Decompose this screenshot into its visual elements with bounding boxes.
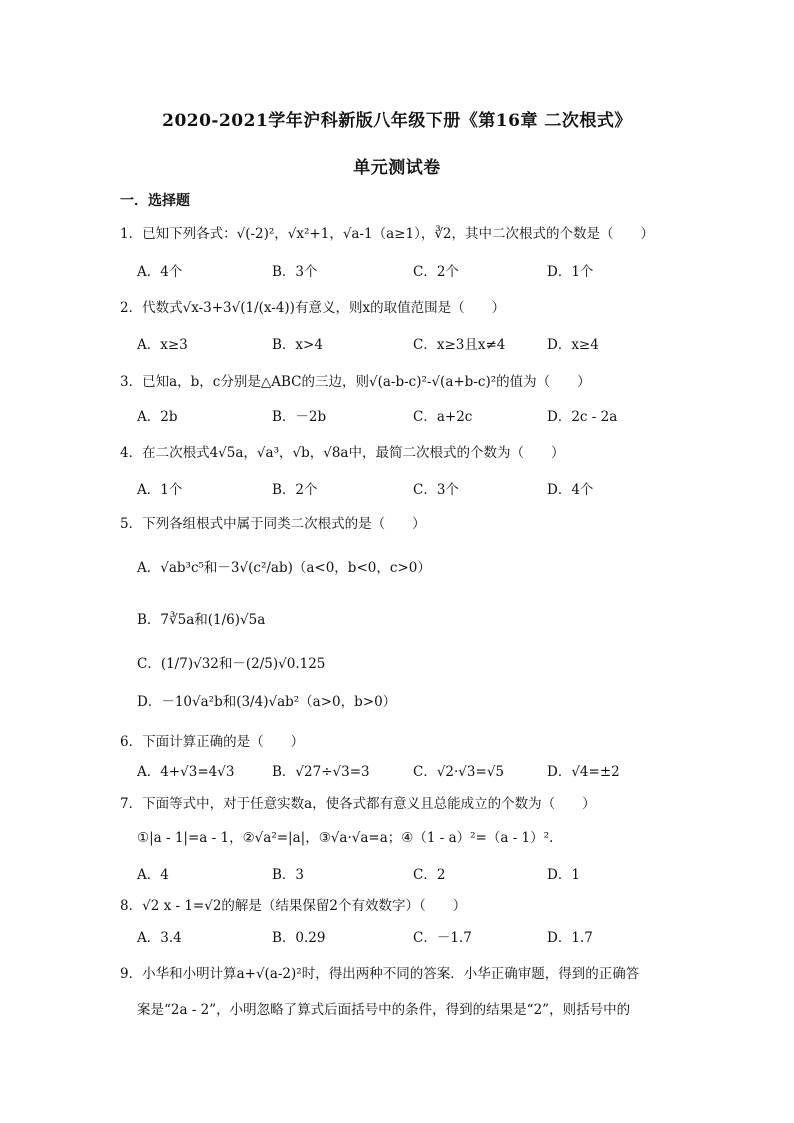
question-6: 6．下面计算正确的是（ ） <box>120 734 305 750</box>
option-d[interactable]: D．1个 <box>547 264 594 280</box>
option-b[interactable]: B．－2b <box>272 409 327 425</box>
option-d[interactable]: D．1.7 <box>547 930 593 946</box>
option-a[interactable]: A．x≥3 <box>137 337 188 353</box>
page-subtitle: 单元测试卷 <box>353 158 441 178</box>
question-9-continuation: 案是“2a - 2”，小明忽略了算式后面括号中的条件，得到的结果是“2”，则括号中的 <box>137 1002 631 1018</box>
option-a[interactable]: A．4+√3=4√3 <box>137 764 235 780</box>
question-4: 4．在二次根式4√5a，√a³，√b，√8a中，最简二次根式的个数为（ ） <box>120 445 565 461</box>
option-b[interactable]: B．x>4 <box>272 337 323 353</box>
option-a[interactable]: A．4个 <box>137 264 183 280</box>
section-heading: 一．选择题 <box>120 193 190 209</box>
option-a[interactable]: A．√ab³c⁵和－3√(c²/ab)（a<0，b<0，c>0） <box>137 560 431 576</box>
option-d[interactable]: D．－10√a²b和(3/4)√ab²（a>0，b>0） <box>137 694 397 710</box>
option-b[interactable]: B．7∛5a和(1/6)√5a <box>137 612 266 628</box>
option-a[interactable]: A．2b <box>137 409 178 425</box>
option-b[interactable]: B．2个 <box>272 482 318 498</box>
option-c[interactable]: C．2 <box>413 867 446 883</box>
option-c[interactable]: C．√2·√3=√5 <box>413 764 505 780</box>
question-2: 2．代数式√x-3+3√(1/(x-4))有意义，则x的取值范围是（ ） <box>120 300 506 316</box>
option-b[interactable]: B．3 <box>272 867 305 883</box>
option-d[interactable]: D．1 <box>547 867 580 883</box>
question-5: 5．下列各组根式中属于同类二次根式的是（ ） <box>120 516 426 532</box>
question-8: 8．√2 x - 1=√2的解是（结果保留2个有效数字）（ ） <box>120 898 467 914</box>
option-c[interactable]: C．x≥3且x≠4 <box>413 337 506 353</box>
option-b[interactable]: B．0.29 <box>272 930 326 946</box>
question-3: 3．已知a，b，c分别是△ABC的三边，则√(a-b-c)²-√(a+b-c)²的值为（ ） <box>120 374 591 390</box>
option-b[interactable]: B．√27÷√3=3 <box>272 764 370 780</box>
option-a[interactable]: A．4 <box>137 867 169 883</box>
option-a[interactable]: A．3.4 <box>137 930 182 946</box>
question-1: 1．已知下列各式：√(-2)²，√x²+1，√a-1（a≥1），∛2，其中二次根式的个数是（ ） <box>120 226 655 242</box>
question-7: 7．下面等式中，对于任意实数a，使各式都有意义且总能成立的个数为（ ） <box>120 796 596 812</box>
question-9: 9．小华和小明计算a+√(a-2)²时，得出两种不同的答案．小华正确审题，得到的正确答 <box>120 966 640 982</box>
option-d[interactable]: D．4个 <box>547 482 594 498</box>
option-d[interactable]: D．x≥4 <box>547 337 599 353</box>
option-c[interactable]: C．(1/7)√32和－(2/5)√0.125 <box>137 656 326 672</box>
option-c[interactable]: C．a+2c <box>413 409 473 425</box>
option-c[interactable]: C．－1.7 <box>413 930 472 946</box>
option-c[interactable]: C．2个 <box>413 264 459 280</box>
option-b[interactable]: B．3个 <box>272 264 318 280</box>
option-c[interactable]: C．3个 <box>413 482 459 498</box>
option-a[interactable]: A．1个 <box>137 482 183 498</box>
option-d[interactable]: D．2c - 2a <box>547 409 618 425</box>
question-7-statements: ①|a - 1|=a - 1，②√a²=|a|，③√a·√a=a；④（1 - a）²=（a - 1）². <box>137 830 554 846</box>
option-d[interactable]: D．√4=±2 <box>547 764 620 780</box>
page-title: 2020-2021学年沪科新版八年级下册《第16章 二次根式》 <box>162 111 632 131</box>
